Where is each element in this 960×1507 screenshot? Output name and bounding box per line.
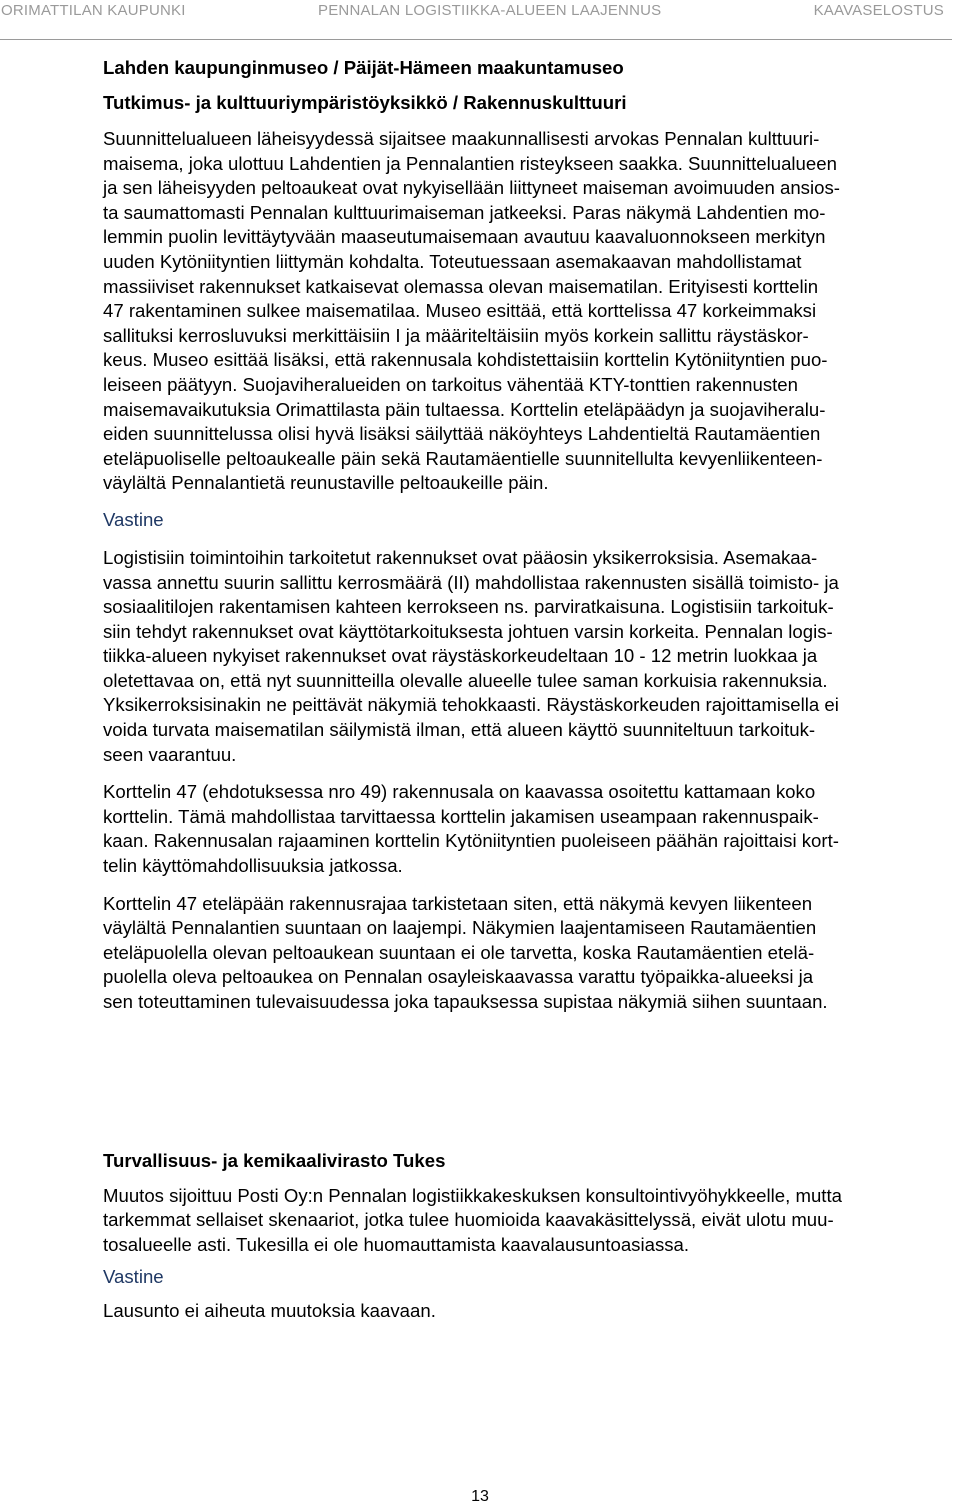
tukes-statement-line: Muutos sijoittuu Posti Oy:n Pennalan logistiikkakeskuksen konsultointivyöhykkeelle, mutta — [103, 1184, 842, 1206]
museo-vastine-heading: Vastine — [103, 508, 164, 530]
museo-response-paragraph-1 — [103, 546, 960, 767]
header-document-type: KAAVASELOSTUS — [813, 2, 944, 19]
response-line: sosiaalitilojen rakentamisen kahteen kerrokseen ns. parviratkaisuna. Logistisiin tarkoituk- — [103, 596, 834, 618]
response-line: telin käyttömahdollisuuksia jatkossa. — [103, 855, 403, 877]
museo-statement-line: Suunnittelualueen läheisyydessä sijaitsee maakunnallisesti arvokas Pennalan kulttuuri- — [103, 128, 820, 149]
section-museo-title-1: Lahden kaupunginmuseo / Päijät-Hämeen maakuntamuseo — [103, 57, 624, 78]
museo-statement-line: lemmin puolin levittäytyvään maaseutumaisemaan avautuu kaavaluonnokseen merkityn — [103, 226, 826, 248]
tukes-vastine-heading: Vastine — [103, 1266, 164, 1288]
tukes-statement — [103, 1184, 960, 1258]
tukes-statement-line: tosalueelle asti. Tukesilla ei ole huomauttamista kaavalausuntoasiassa. — [103, 1233, 690, 1255]
header-organization: ORIMATTILAN KAUPUNKI — [1, 2, 186, 19]
response-line: väylältä Pennalantien suuntaan on laajempi. Näkymien laajentamiseen Rautamäentien — [103, 917, 817, 939]
response-line: korttelin. Tämä mahdollistaa tarvittaessa korttelin jakamisen useampaan rakennuspaik- — [103, 805, 819, 827]
response-line: Korttelin 47 eteläpään rakennusrajaa tarkistetaan siten, että näkymä kevyen liikenteen — [103, 892, 813, 914]
response-line: kaan. Rakennusalan rajaaminen korttelin Kytöniityntien puoleiseen päähän rajoittaisi kort- — [103, 830, 839, 852]
response-line: Logistisiin toimintoihin tarkoitetut rakennukset ovat pääosin yksikerroksisia. Asemakaa- — [103, 546, 818, 568]
header-rule — [0, 39, 952, 40]
museo-statement-line: sallituksi kerrosluvuksi merkittäisiin I ja määriteltäisiin myös korkein sallittu räystäskor- — [103, 324, 809, 346]
museo-statement — [103, 127, 960, 496]
museo-statement-line: uuden Kytöniityntien liittymän kohdalta. Toteutuessaan asemakaavan mahdollistamat — [103, 250, 802, 272]
museo-statement-line: maisemavaikutuksia Orimattilasta päin tultaessa. Korttelin eteläpäädyn ja suojaviheralu- — [103, 398, 826, 420]
response-line: voida turvata maisematilan säilymistä ilman, että alueen käyttö suunniteltuun tarkoituk- — [103, 719, 816, 741]
museo-response-paragraph-2 — [103, 780, 960, 878]
section-museo — [103, 56, 960, 1015]
museo-statement-line: massiiviset rakennukset katkaisevat olemassa olevan maisematilan. Erityisesti korttelin — [103, 275, 819, 297]
museo-statement-line: väylältä Pennalantietä reunustaville peltoaukeille päin. — [103, 472, 549, 494]
response-line: puolella oleva peltoaukea on Pennalan osayleiskaavassa varattu työpaikka-alueeksi ja — [103, 966, 814, 988]
response-line: seen vaarantuu. — [103, 743, 237, 765]
museo-statement-line: ja sen läheisyyden peltoaukeat ovat nykyisellään liittyneet maiseman avoimuuden ansios- — [103, 177, 840, 199]
museo-statement-line: 47 rakentaminen sulkee maisematilaa. Museo esittää, että korttelissa 47 korkeimmaksi — [103, 300, 817, 322]
page-header — [0, 0, 960, 40]
response-line: Yksikerroksisinakin ne peittävät näkymiä tehokkaasti. Räystäskorkeuden rajoittamisella ei — [103, 694, 839, 716]
museo-statement-line: maisema, joka ulottuu Lahdentien ja Pennalantien risteykseen saakka. Suunnittelualueen — [103, 152, 837, 174]
tukes-statement-line: tarkemmat sellaiset skenaariot, jotka tulee huomioida kaavakäsittelyssä, eivät ulotu muu- — [103, 1209, 834, 1231]
tukes-response: Lausunto ei aiheuta muutoksia kaavaan. — [103, 1300, 436, 1322]
section-museo-title-2: Tutkimus- ja kulttuuriympäristöyksikkö / Rakennuskulttuuri — [103, 92, 627, 113]
response-line: oletettavaa on, että nyt suunnitteilla olevalle alueelle tulee saman korkuisia rakennuksia. — [103, 669, 828, 691]
response-line: sen toteuttaminen tulevaisuudessa joka tapauksessa supistaa näkymiä siihen suuntaan. — [103, 991, 828, 1012]
response-line: Korttelin 47 (ehdotuksessa nro 49) rakennusala on kaavassa osoitettu kattamaan koko — [103, 781, 816, 803]
response-line: tiikka-alueen nykyiset rakennukset ovat räystäskorkeudeltaan 10 - 12 metrin luokkaa ja — [103, 645, 818, 667]
section-tukes-title: Turvallisuus- ja kemikaalivirasto Tukes — [103, 1149, 446, 1171]
museo-statement-line: keus. Museo esittää lisäksi, että rakennusala kohdistettaisiin korttelin Kytöniityntien puo- — [103, 349, 828, 371]
document-body — [103, 56, 960, 1324]
response-line: eteläpuolella olevan peltoaukean suuntaan ei ole tarvetta, koska Rautamäentien etelä- — [103, 941, 815, 963]
page-number: 13 — [471, 1488, 489, 1505]
museo-response-paragraph-3 — [103, 892, 960, 1015]
section-tukes — [103, 1149, 960, 1324]
header-project-title: PENNALAN LOGISTIIKKA-ALUEEN LAAJENNUS — [318, 2, 662, 19]
museo-statement-line: eteläpuoliselle peltoaukealle päin sekä Rautamäentielle suunnitellulta kevyenliikenteen- — [103, 447, 823, 469]
response-line: siin tehdyt rakennukset ovat käyttötarkoituksesta johtuen varsin korkeita. Pennalan logis- — [103, 620, 833, 642]
response-line: vassa annettu suurin sallittu kerrosmäärä (II) mahdollistaa rakennusten sisällä toimisto- ja — [103, 571, 839, 593]
museo-statement-line: leiseen päätyyn. Suojaviheralueiden on tarkoitus vähentää KTY-tonttien rakennusten — [103, 373, 798, 395]
museo-statement-line: eiden suunnittelussa olisi hyvä lisäksi säilyttää näköyhteys Lahdentieltä Rautamäentien — [103, 423, 821, 445]
museo-statement-line: ta saumattomasti Pennalan kulttuurimaiseman jatkeeksi. Paras näkymä Lahdentien mo- — [103, 201, 826, 223]
